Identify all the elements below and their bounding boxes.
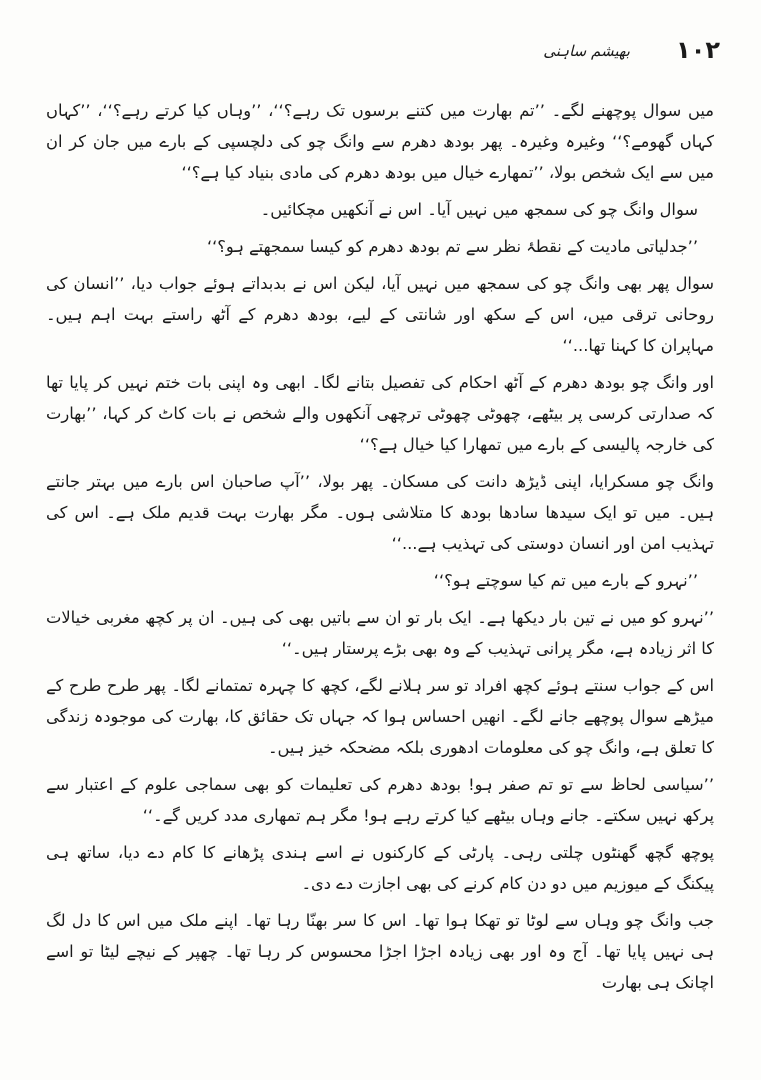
paragraph: سوال وانگ چو کی سمجھ میں نہیں آیا۔ اس نے آنکھیں مچکائیں۔ (260, 200, 698, 219)
paragraph: میں سوال پوچھنے لگے۔ ’’تم بھارت میں کتنے برسوں تک رہے؟‘‘، ’’وہاں کیا کرتے رہے؟‘‘، ’’کہاں کہاں گھومے؟‘‘ وغیرہ وغیرہ۔ پھر بودھ دھرم سے وانگ چو کی دلچسپی کے بارے میں جان کر ان میں سے ایک شخص بولا، ’’تمھارے خیال میں بودھ دھرم کی مادی بنیاد کیا ہے؟‘‘ (46, 101, 714, 182)
body-text (46, 95, 714, 1004)
paragraph: جب وانگ چو وہاں سے لوٹا تو تھکا ہوا تھا۔ اس کا سر بھنّا رہا تھا۔ اپنے ملک میں اس کا دل لگ ہی نہیں پایا تھا۔ آج وہ اور بھی زیادہ اجڑا اجڑا محسوس کر رہا تھا۔ چھپر کے نیچے لیٹا تو اسے اچانک ہی بھارت (46, 911, 714, 992)
paragraph: اس کے جواب سنتے ہوئے کچھ افراد تو سر ہلانے لگے، کچھ کا چہرہ تمتمانے لگا۔ پھر طرح طرح کے میڑھے سوال پوچھے جانے لگے۔ انھیں احساس ہوا کہ جہاں تک حقائق کا، بھارت کی موجودہ زندگی کا تعلق ہے، وانگ چو کی معلومات ادھوری بلکہ مضحکہ خیز ہیں۔ (46, 676, 714, 757)
paragraph: ’’سیاسی لحاظ سے تو تم صفر ہو! بودھ دھرم کی تعلیمات کو بھی سماجی علوم کے اعتبار سے پرکھ نہیں سکتے۔ جانے وہاں بیٹھے کیا کرتے رہے ہو! مگر ہم تمھاری مدد کریں گے۔‘‘ (46, 775, 714, 825)
paragraph: اور وانگ چو بودھ دھرم کے آٹھ احکام کی تفصیل بتانے لگا۔ ابھی وہ اپنی بات ختم نہیں کر پایا تھا کہ صدارتی کرسی پر بیٹھے، چھوٹی چھوٹی ترچھی آنکھوں والے شخص نے بات کاٹ کر کہا، ’’بھارت کی خارجہ پالیسی کے بارے میں تمھارا کیا خیال ہے؟‘‘ (46, 373, 714, 454)
paragraph: ’’جدلیاتی مادیت کے نقطۂ نظر سے تم بودھ دھرم کو کیسا سمجھتے ہو؟‘‘ (206, 237, 698, 256)
page-number: ۱۰۲ (676, 36, 720, 64)
paragraph: ’’نہرو کو میں نے تین بار دیکھا ہے۔ ایک بار تو ان سے باتیں بھی کی ہیں۔ ان پر کچھ مغربی خیالات کا اثر زیادہ ہے، مگر پرانی تہذیب کے وہ بھی بڑے پرستار ہیں۔‘‘ (46, 608, 714, 658)
paragraph: وانگ چو مسکرایا، اپنی ڈیڑھ دانت کی مسکان۔ پھر بولا، ’’آپ صاحبان اس بارے میں بہتر جانتے ہیں۔ میں تو ایک سیدھا سادھا بودھ کا متلاشی ہوں۔ مگر بھارت بہت قدیم ملک ہے۔ اس کی تہذیب امن اور انسان دوستی کی تہذیب ہے...‘‘ (46, 472, 714, 553)
page-header (420, 36, 720, 72)
paragraph: ’’نہرو کے بارے میں تم کیا سوچتے ہو؟‘‘ (433, 571, 698, 590)
running-title: بھیشم ساہنی (543, 42, 630, 60)
paragraph: پوچھ گچھ گھنٹوں چلتی رہی۔ پارٹی کے کارکنوں نے اسے ہندی پڑھانے کا کام دے دیا، ساتھ ہی پیکنگ کے میوزیم میں دو دن کام کرنے کی بھی اجازت دے دی۔ (46, 843, 714, 893)
paragraph: سوال پھر بھی وانگ چو کی سمجھ میں نہیں آیا، لیکن اس نے بدبداتے ہوئے جواب دیا، ’’انسان کی روحانی ترقی میں، اس کے سکھ اور شانتی کے لیے، بودھ دھرم کے آٹھ راستے بہت اہم ہیں۔ مہاپران کا کہنا تھا...‘‘ (46, 274, 714, 355)
